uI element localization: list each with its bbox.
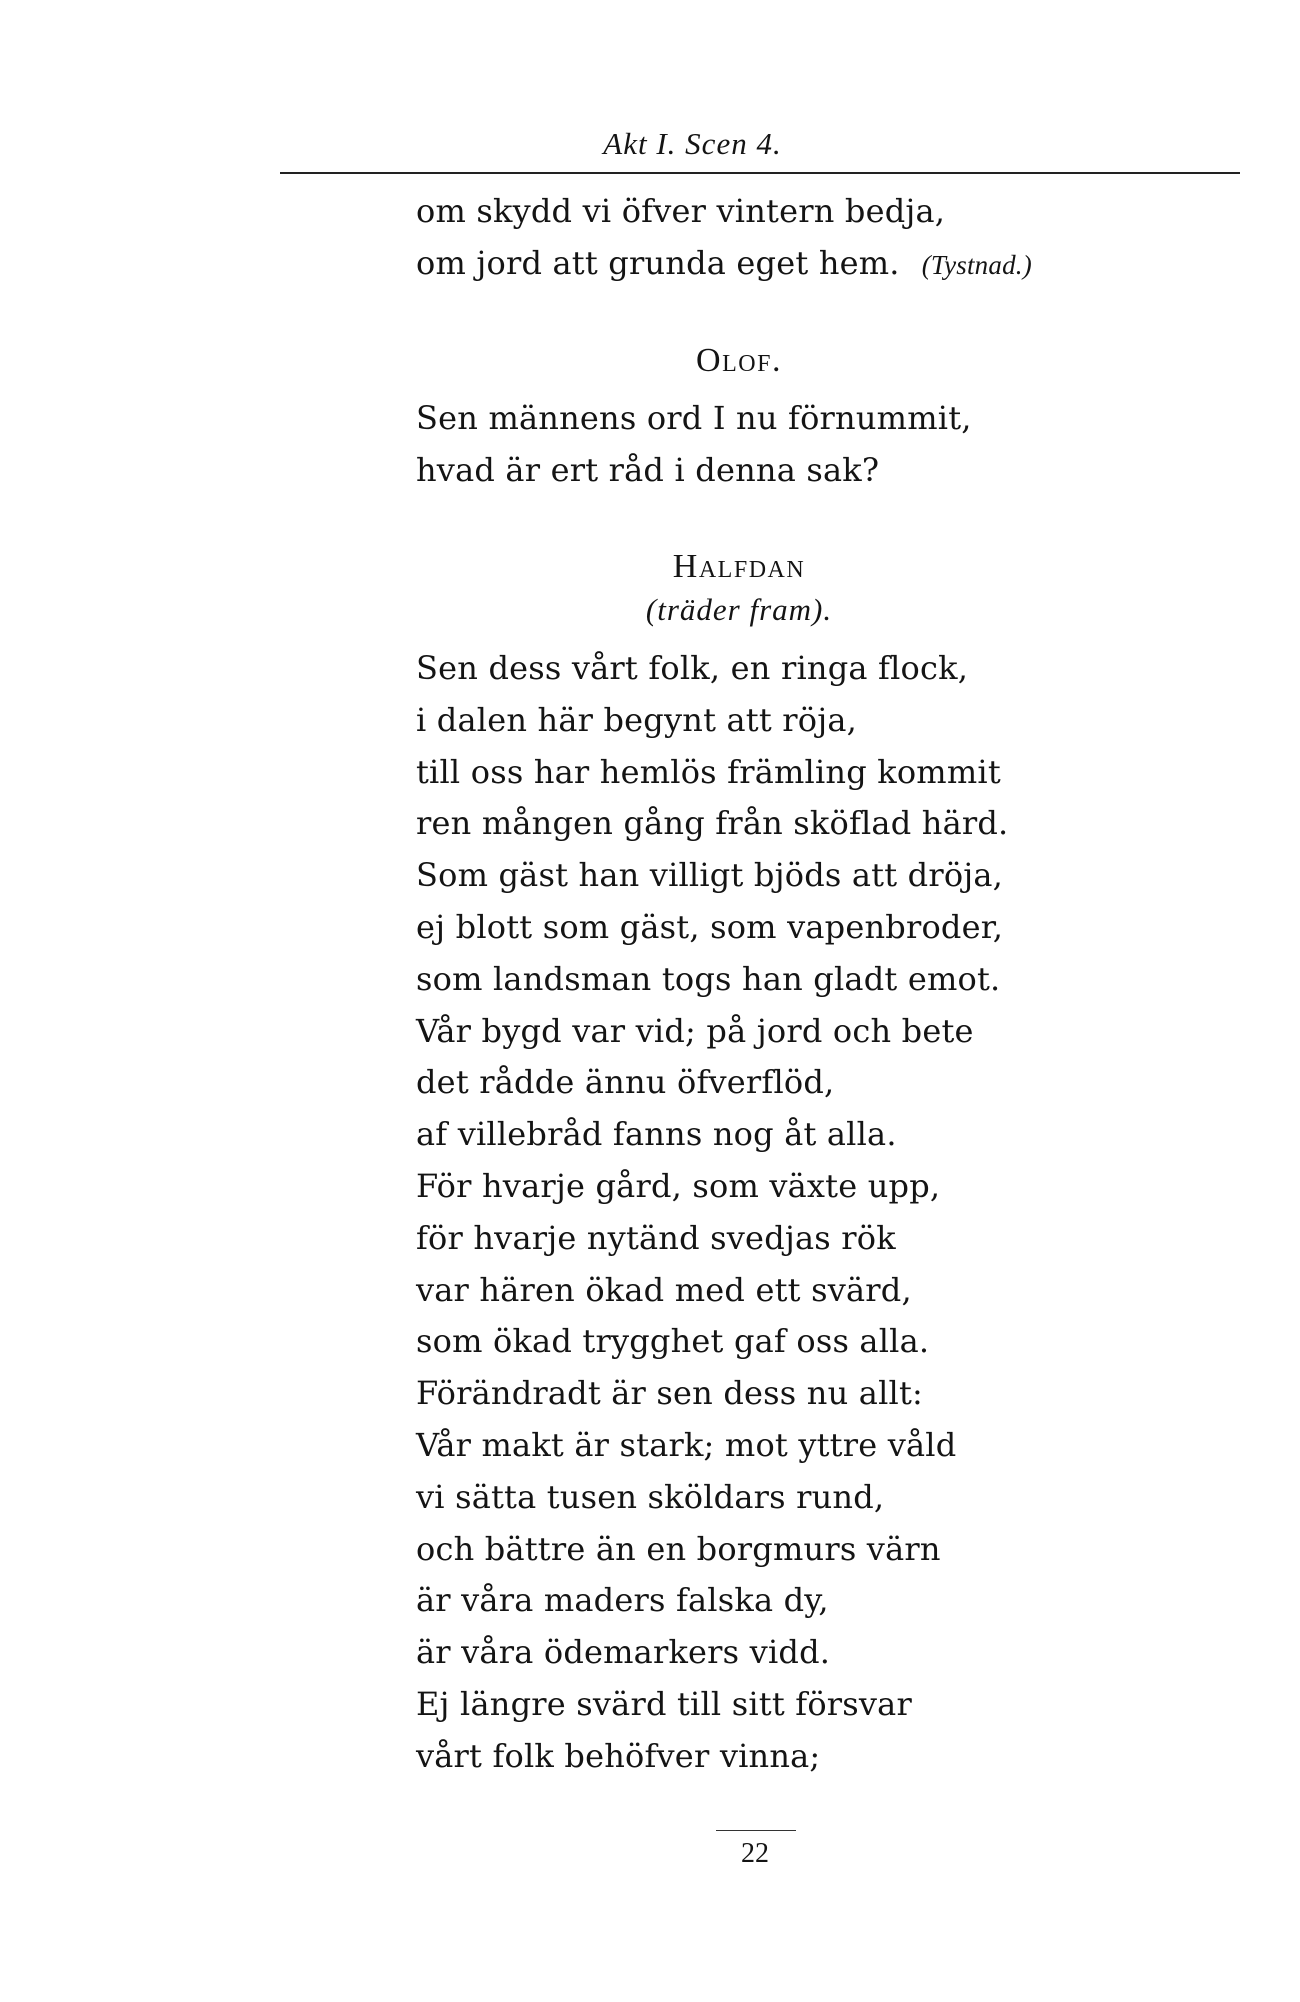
verse-line: i dalen här begynt att röja, <box>416 700 858 739</box>
verse-line: och bättre än en borgmurs värn <box>416 1529 941 1568</box>
verse-line: var hären ökad med ett svärd, <box>416 1270 912 1309</box>
verse-block-1 <box>416 186 1276 292</box>
verse-line: vi sätta tusen sköldars rund, <box>416 1477 885 1516</box>
verse-line <box>416 238 1276 292</box>
verse-line: Vår bygd var vid; på jord och bete <box>416 1011 974 1050</box>
verse-line: för hvarje nytänd svedjas rök <box>416 1218 896 1257</box>
verse-line: till oss har hemlös främling kommit <box>416 752 1001 791</box>
verse-line: om skydd vi öfver vintern bedja, <box>416 192 946 230</box>
stage-direction-inline: (Tystnad.) <box>921 249 1032 280</box>
verse-line: hvad är ert råd i denna sak? <box>416 450 880 489</box>
verse-line: Förändradt är sen dess nu allt: <box>416 1374 923 1413</box>
speaker-olof: Olof. <box>696 342 782 379</box>
speaker-halfdan: Halfdan <box>672 548 806 585</box>
running-head: Akt I. Scen 4. <box>603 126 782 161</box>
verse-line: det rådde ännu öfverflöd, <box>416 1063 835 1102</box>
stage-direction: (träder fram). <box>645 592 833 627</box>
verse-line: För hvarje gård, som växte upp, <box>416 1166 941 1205</box>
header-rule <box>280 172 1240 174</box>
verse-line: ej blott som gäst, som vapenbroder, <box>416 907 1004 946</box>
verse-line: som ökad trygghet gaf oss alla. <box>416 1322 930 1361</box>
verse-line: är våra ödemarkers vidd. <box>416 1633 831 1672</box>
verse-line: Sen dess vårt folk, en ringa flock, <box>416 649 969 687</box>
verse-line: Sen männens ord I nu förnummit, <box>416 399 972 437</box>
page-number-rule <box>716 1830 796 1831</box>
verse-line: som landsman togs han gladt emot. <box>416 959 1001 998</box>
verse-line: Ej längre svärd till sitt försvar <box>416 1684 912 1723</box>
verse-line-text: om jord att grunda eget hem. <box>416 243 900 282</box>
verse-line: är våra maders falska dy, <box>416 1581 829 1620</box>
verse-line: vårt folk behöfver vinna; <box>416 1736 821 1775</box>
verse-block-2 <box>416 393 1276 497</box>
verse-block-3 <box>416 643 1276 1783</box>
verse-line: ren mången gång från sköflad härd. <box>416 804 1009 843</box>
page-number: 22 <box>741 1838 769 1869</box>
verse-line: af villebråd fanns nog åt alla. <box>416 1115 897 1154</box>
verse-line: Som gäst han villigt bjöds att dröja, <box>416 856 1004 895</box>
verse-line: Vår makt är stark; mot yttre våld <box>416 1425 957 1464</box>
